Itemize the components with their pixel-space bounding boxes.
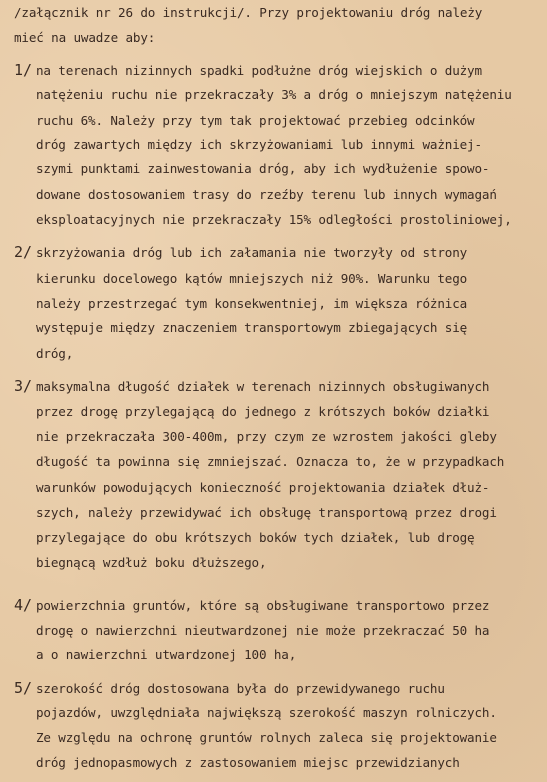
item-line: drogę o nawierzchni nieutwardzonej nie może przekraczać 50 ha — [36, 623, 490, 638]
item-line: szymi punktami zainwestowania dróg, aby ich wydłużenie spowo- — [36, 161, 490, 176]
item-line: należy przestrzegać tym konsekwentniej, im większa różnica — [36, 296, 468, 311]
item-line: natężeniu ruchu nie przekraczały 3% a dróg o mniejszym natężeniu — [36, 87, 512, 102]
item-line: przez drogę przylegającą do jednego z krótszych boków działki — [36, 404, 490, 419]
item-line: ruchu 6%. Należy przy tym tak projektować przebieg odcinków — [36, 113, 475, 128]
intro-line: /załącznik nr 26 do instrukcji/. Przy projektowaniu dróg należy — [14, 5, 483, 20]
item-line: dróg, — [36, 346, 74, 361]
item-line: warunków powodujących konieczność projektowania działek dłuż- — [36, 480, 490, 495]
intro-line: mieć na uwadze aby: — [14, 30, 156, 45]
item-line: a o nawierzchni utwardzonej 100 ha, — [36, 647, 297, 662]
item-number: 2/ — [14, 243, 33, 261]
item-line: szerokość dróg dostosowana była do przewidywanego ruchu — [36, 681, 445, 696]
item-line: występuje między znaczeniem transportowym zbiegających się — [36, 320, 468, 335]
item-line: dróg jednopasmowych z zastosowaniem miejsc przewidzianych — [36, 755, 460, 770]
item-line: na terenach nizinnych spadki podłużne dróg wiejskich o dużym — [36, 63, 482, 78]
item-line: pojazdów, uwzględniała największą szerokość maszyn rolniczych. — [36, 705, 497, 720]
item-line: kierunku docelowego kątów mniejszych niż 90%. Warunku tego — [36, 271, 468, 286]
item-line: maksymalna długość działek w terenach nizinnych obsługiwanych — [36, 379, 490, 394]
item-line: przylegające do obu krótszych boków tych działek, lub drogę — [36, 530, 475, 545]
item-line: eksploatacyjnych nie przekraczały 15% odległości prostoliniowej, — [36, 212, 512, 227]
item-line: dróg zawartych między ich skrzyżowaniami lub innymi ważniej- — [36, 137, 482, 152]
item-line: dowane dostosowaniem trasy do rzeźby terenu lub innych wymagań — [36, 187, 497, 202]
item-line: nie przekraczała 300-400m, przy czym ze wzrostem jakości gleby — [36, 429, 497, 444]
item-line: Ze względu na ochronę gruntów rolnych zaleca się projektowanie — [36, 730, 497, 745]
item-number: 4/ — [14, 596, 33, 614]
item-number: 5/ — [14, 679, 33, 697]
item-line: szych, należy przewidywać ich obsługę transportową przez drogi — [36, 505, 497, 520]
item-number: 3/ — [14, 377, 33, 395]
item-number: 1/ — [14, 61, 33, 79]
item-line: biegnącą wzdłuż boku dłuższego, — [36, 555, 267, 570]
item-line: skrzyżowania dróg lub ich załamania nie tworzyły od strony — [36, 245, 468, 260]
item-line: powierzchnia gruntów, które są obsługiwane transportowo przez — [36, 598, 490, 613]
item-line: długość ta powinna się zmniejszać. Oznacza to, że w przypadkach — [36, 454, 505, 469]
